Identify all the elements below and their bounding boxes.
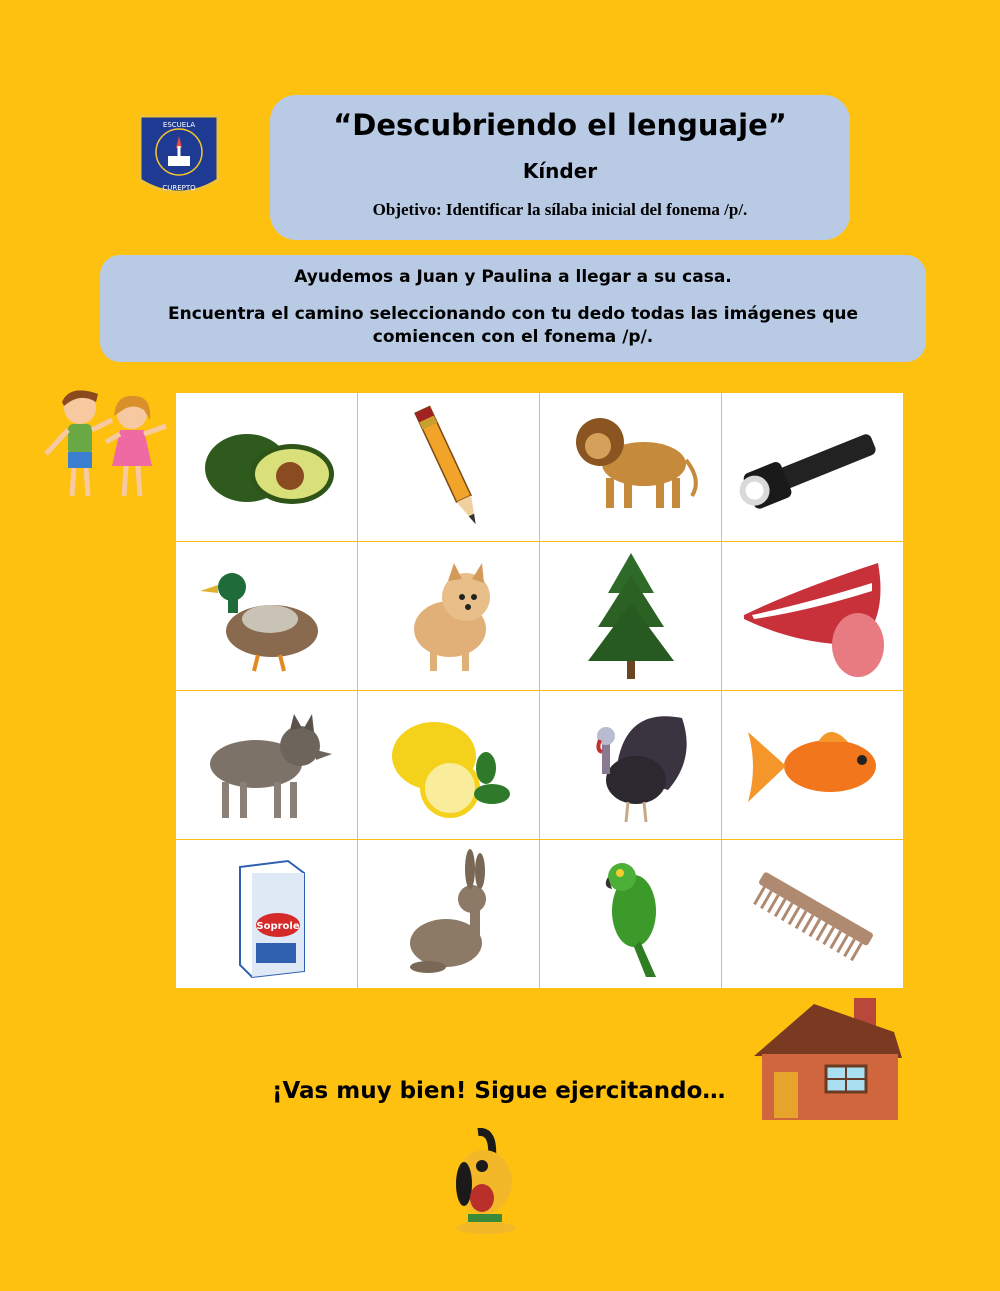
cell-dog[interactable] [358,542,539,690]
cell-pine-tree[interactable] [540,542,721,690]
svg-text:ESCUELA: ESCUELA [162,121,196,129]
kids-illustration [40,380,172,506]
cell-lemon[interactable] [358,691,539,839]
hare-icon [374,847,524,982]
cell-wolf[interactable] [176,691,357,839]
turkey-icon [556,698,706,833]
objective-text: Objetivo: Identificar la sílaba inicial del fonema /p/. [372,200,748,219]
cell-flashlight[interactable] [722,393,903,541]
comb-icon [738,847,888,982]
cell-tongue[interactable] [722,542,903,690]
cell-duck[interactable] [176,542,357,690]
cell-hare[interactable] [358,840,539,988]
cell-comb[interactable] [722,840,903,988]
header-panel [270,95,850,240]
wolf-icon [192,698,342,833]
instructions-line-1: Ayudemos a Juan y Paulina a llegar a su casa. [294,267,732,287]
instructions-panel [100,255,926,362]
parrot-icon [556,847,706,982]
svg-text:CUREPTO: CUREPTO [162,184,196,192]
dog-mascot-illustration [442,1128,528,1234]
pencil-icon [374,400,524,535]
instructions-line-2: Encuentra el camino seleccionando con tu dedo todas las imágenes que comiencen con el fonema /p/. [168,304,858,347]
picture-grid [176,393,904,991]
milk-carton-icon [192,847,342,982]
cell-avocado[interactable] [176,393,357,541]
tongue-icon [738,549,888,684]
grade-label: Kínder [522,159,598,183]
cell-fish[interactable] [722,691,903,839]
page-title: “Descubriendo el lenguaje” [333,108,787,142]
dog-icon [374,549,524,684]
house-illustration [744,992,908,1126]
encouragement-message: ¡Vas muy bien! Sigue ejercitando… [272,1078,726,1104]
pine-tree-icon [556,549,706,684]
cell-turkey[interactable] [540,691,721,839]
school-logo [138,114,220,200]
cell-milk-carton[interactable] [176,840,357,988]
lemon-icon [374,698,524,833]
duck-icon [192,549,342,684]
cell-pencil[interactable] [358,393,539,541]
avocado-icon [192,400,342,535]
cell-lion[interactable] [540,393,721,541]
fish-icon [738,698,888,833]
flashlight-icon [738,400,888,535]
lion-icon [556,400,706,535]
svg-text:Soprole: Soprole [255,920,300,932]
cell-parrot[interactable] [540,840,721,988]
